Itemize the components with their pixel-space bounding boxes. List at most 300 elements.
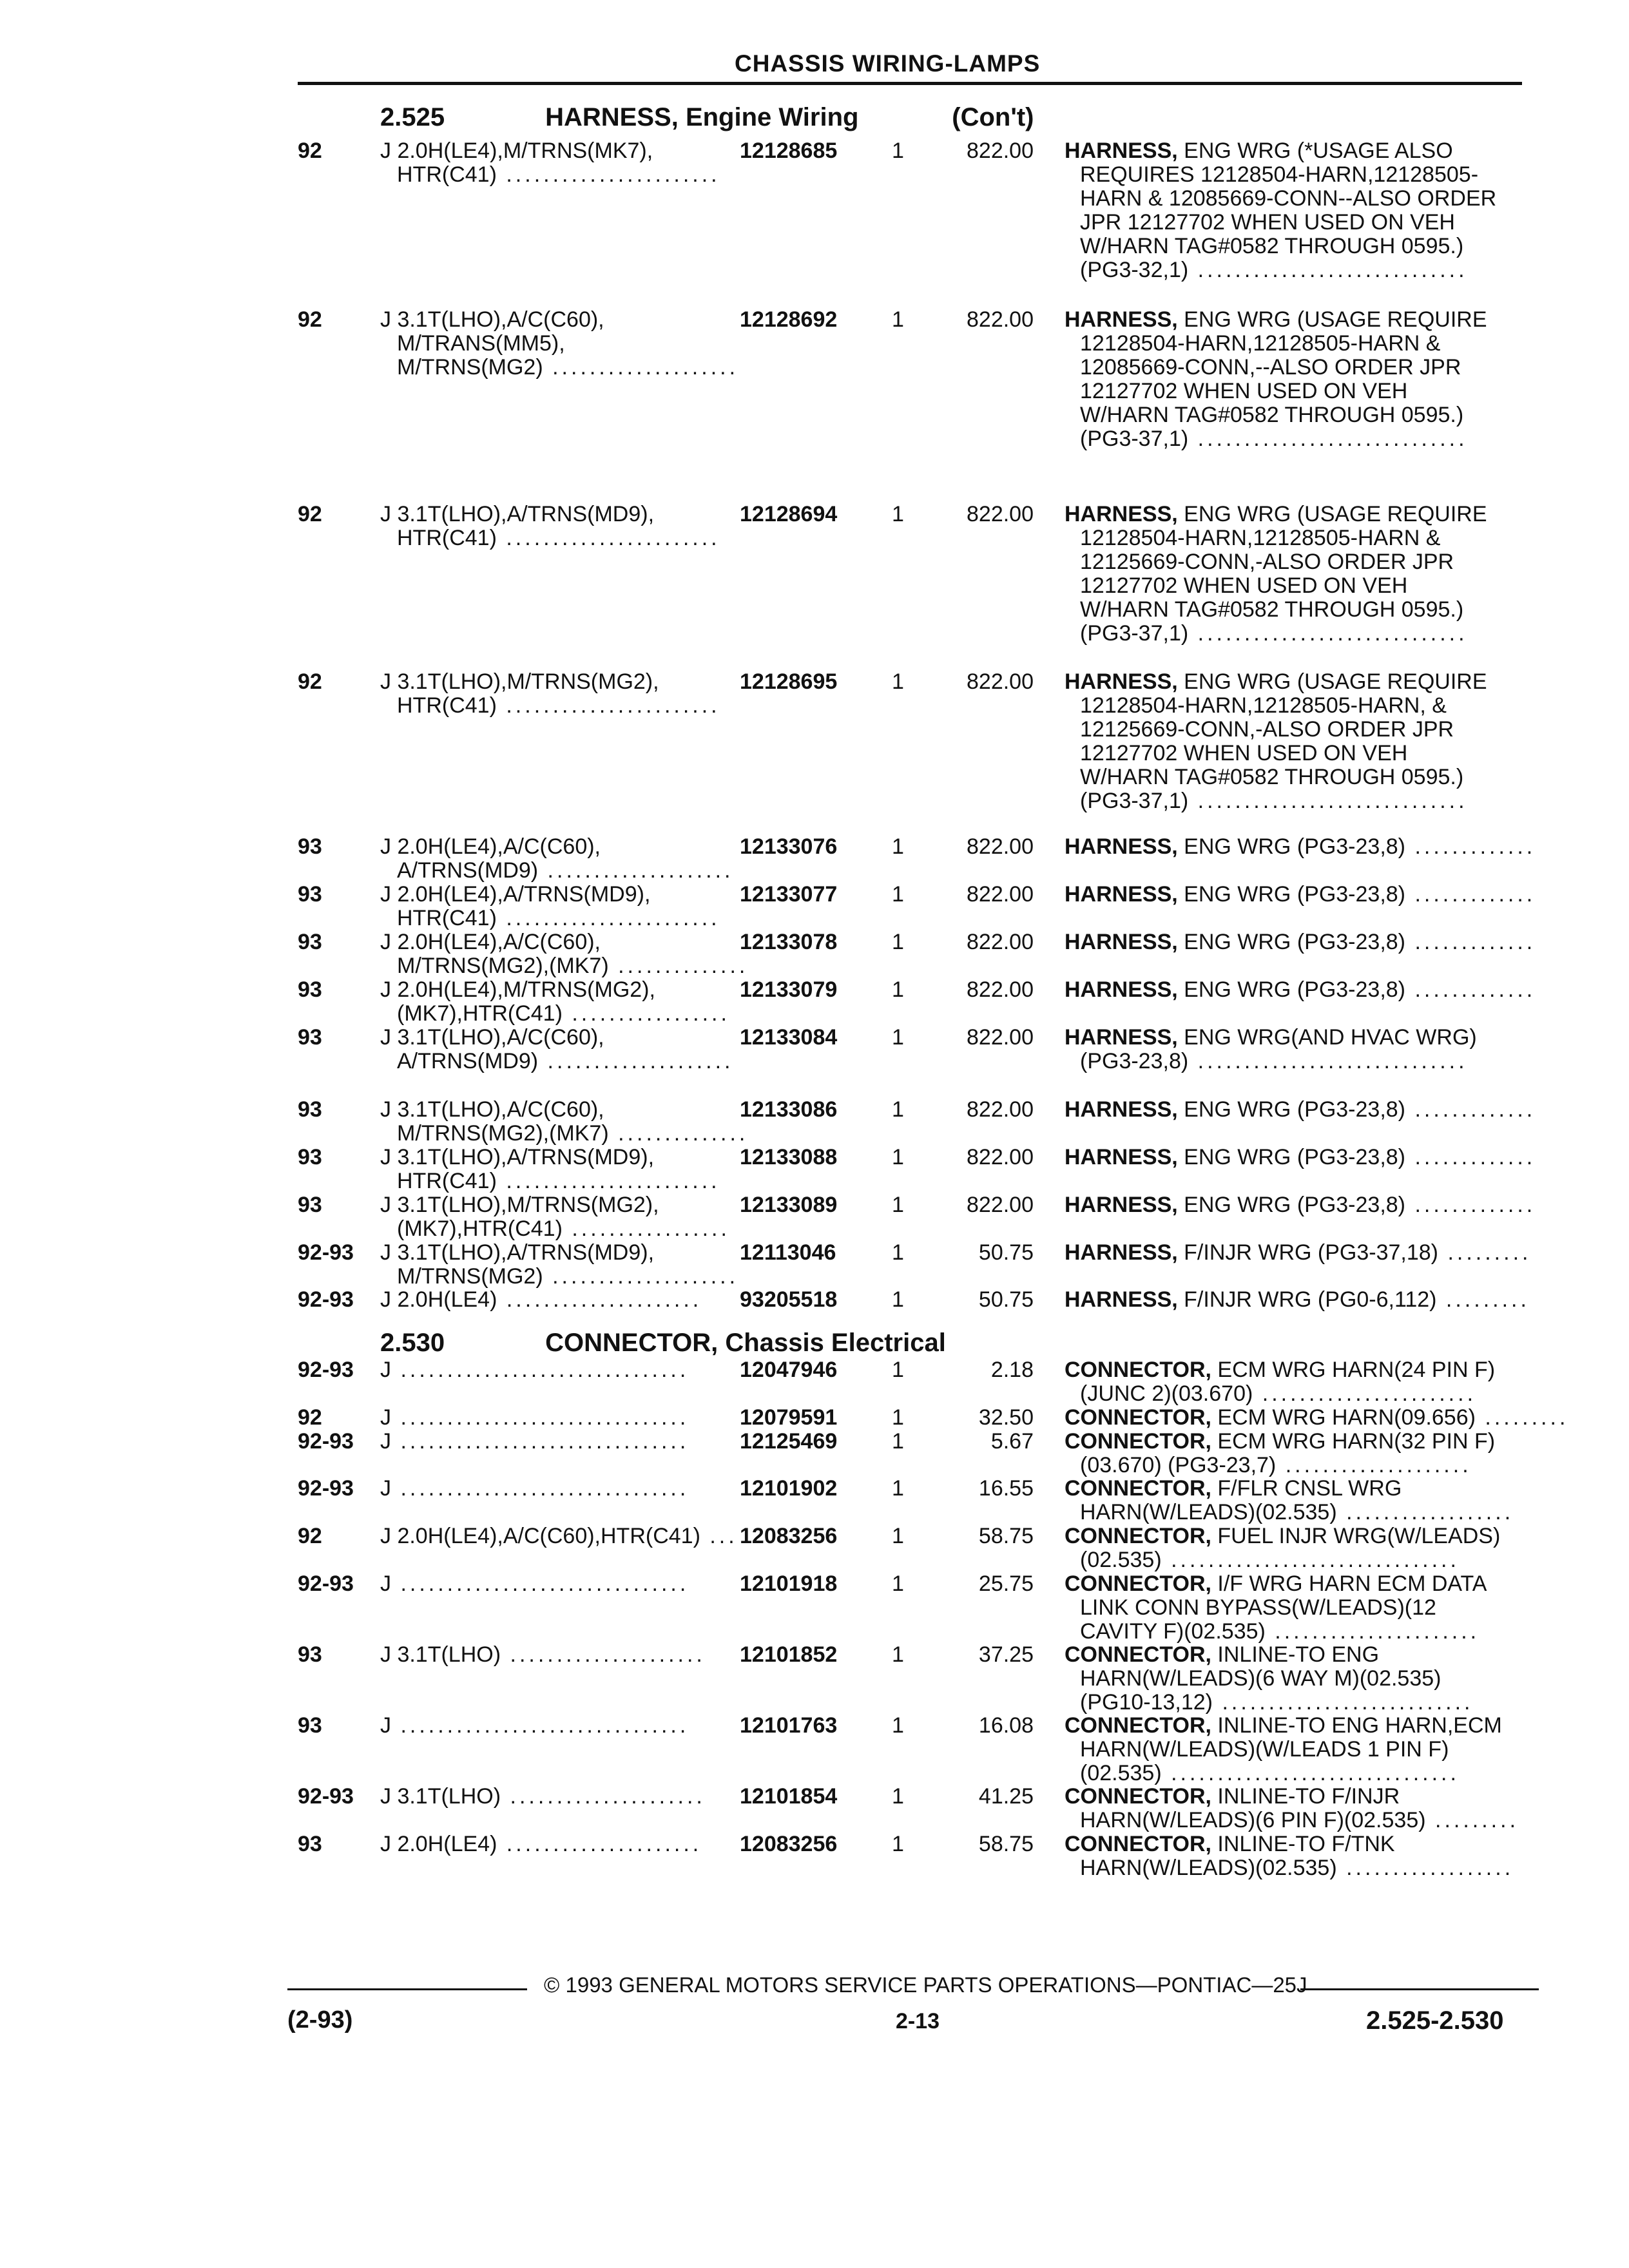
application-text: J [380,1713,391,1738]
description-line [1065,1667,1474,1691]
footer-rule-right [1300,1988,1539,1990]
part-number: 12133088 [740,1145,838,1169]
leader-dots: ..................... [501,1784,706,1809]
description-text: HARN & 12085669-CONN--ALSO ORDER [1080,186,1497,211]
part-number: 12101902 [740,1476,838,1501]
description-line [1065,930,1536,954]
application-line [380,1169,720,1193]
part-number: 12101852 [740,1642,838,1667]
application-text: J [380,1571,391,1596]
description-text: 12127702 WHEN USED ON VEH [1080,573,1408,598]
description [1065,1288,1530,1312]
part-number: 12101918 [740,1571,838,1596]
price: 822.00 [967,1145,1034,1169]
description-noun: HARNESS, [1065,669,1178,694]
quantity: 1 [892,1405,904,1430]
quantity: 1 [892,1642,904,1667]
application-text: J 2.0H(LE4) [380,1832,497,1856]
model-year: 92-93 [298,1287,354,1312]
description [1065,1832,1514,1880]
leader-dots: ............................... [391,1405,689,1430]
price: 50.75 [978,1240,1034,1265]
price: 50.75 [978,1287,1034,1312]
quantity: 1 [892,1713,904,1738]
description-text: INLINE-TO ENG HARN,ECM [1217,1713,1502,1738]
application-line [380,859,733,883]
description-text: (03.670) (PG3-23,7) [1080,1453,1277,1477]
description-text: ENG WRG (USAGE REQUIRE [1184,502,1487,526]
application [380,1430,689,1454]
description-line [1065,835,1536,859]
description-text: LINK CONN BYPASS(W/LEADS)(12 [1080,1595,1436,1620]
application-text: (MK7),HTR(C41) [397,1216,563,1241]
application [380,1098,748,1146]
description [1065,1430,1495,1477]
application-line [380,907,720,930]
description [1065,1026,1477,1073]
description-noun: HARNESS, [1065,1193,1178,1217]
model-year: 92 [298,1405,322,1430]
header-rule [298,82,1522,85]
application [380,978,730,1026]
description-text: ENG WRG (PG3-23,8) [1184,834,1405,859]
quantity: 1 [892,1287,904,1312]
application-text: J 2.0H(LE4),M/TRNS(MG2), [380,977,655,1002]
description-noun: HARNESS, [1065,1240,1178,1265]
leader-dots: ......... [1436,1287,1530,1312]
description-text: 12125669-CONN,-ALSO ORDER JPR [1080,550,1454,574]
section-number: 2.530 [380,1329,445,1357]
price: 822.00 [967,669,1034,694]
description-text: REQUIRES 12128504-HARN,12128505- [1080,162,1479,187]
leader-dots: ............................. [1188,1049,1468,1073]
application [380,308,738,380]
quantity: 1 [892,1358,904,1382]
application [380,1643,706,1667]
description-text: (PG3-32,1) [1080,258,1189,282]
description-line [1065,1714,1502,1738]
description-text: FUEL INJR WRG(W/LEADS) [1217,1524,1501,1548]
application [380,670,720,718]
quantity: 1 [892,502,904,526]
description-text: HARN(W/LEADS)(6 PIN F)(02.535) [1080,1808,1426,1832]
leader-dots: ............. [1405,1145,1536,1169]
model-year: 93 [298,834,322,859]
application-text: M/TRNS(MG2),(MK7) [397,1121,609,1146]
description-line [1065,1477,1514,1501]
leader-dots: ............................... [391,1571,689,1596]
application-line [380,1643,706,1667]
description-line [1065,1643,1474,1667]
description-line [1065,403,1487,427]
model-year: 92-93 [298,1571,354,1596]
application-text: J 3.1T(LHO) [380,1784,501,1809]
description-noun: CONNECTOR, [1065,1524,1211,1548]
leader-dots: ................. [562,1001,730,1026]
description-text: (JUNC 2)(03.670) [1080,1381,1253,1406]
model-year: 93 [298,977,322,1002]
model-year: 92-93 [298,1429,354,1454]
application-text: J [380,1476,391,1501]
description-line [1065,1596,1487,1620]
description-line [1065,1856,1514,1880]
description-line [1065,718,1487,742]
description-line [1065,1430,1495,1454]
leader-dots: .................... [538,858,734,883]
application-text: J 3.1T(LHO),A/TRNS(MD9), [380,1240,655,1265]
footer-page-number: 2-13 [896,2009,940,2033]
application-text: M/TRANS(MM5), [397,331,565,356]
model-year: 92 [298,139,322,163]
description-line [1065,1358,1495,1382]
application-line [380,1832,702,1856]
leader-dots: ..................... [497,1832,702,1856]
application-line [380,978,730,1002]
part-number: 12113046 [740,1240,836,1265]
description-line [1065,694,1487,718]
model-year: 93 [298,930,322,954]
application [380,930,748,978]
description-text: 12127702 WHEN USED ON VEH [1080,741,1408,765]
quantity: 1 [892,1097,904,1122]
description-text: INLINE-TO F/TNK [1217,1832,1395,1856]
description-noun: CONNECTOR, [1065,1476,1211,1501]
description-text: ENG WRG (PG3-23,8) [1184,882,1405,907]
leader-dots: ......... [1475,1405,1569,1430]
quantity: 1 [892,930,904,954]
application-line [380,1430,689,1454]
leader-dots: ............. [1405,930,1536,954]
description-noun: CONNECTOR, [1065,1713,1211,1738]
application-text: A/TRNS(MD9) [397,858,539,883]
application [380,883,720,930]
description-text: 12085669-CONN,--ALSO ORDER JPR [1080,355,1461,380]
application-line [380,1288,702,1312]
application-text: J 3.1T(LHO),M/TRNS(MG2), [380,669,659,694]
part-number: 12128695 [740,669,838,694]
quantity: 1 [892,139,904,163]
description-text: (PG3-37,1) [1080,789,1189,813]
leader-dots: ....................... [496,526,720,550]
leader-dots: ....................... [1253,1381,1477,1406]
description-line [1065,332,1487,356]
leader-dots: ....................... [496,162,720,187]
description-line [1065,356,1487,380]
application-line [380,356,738,380]
model-year: 92 [298,1524,322,1548]
application-line [380,1026,733,1050]
description-text: 12128504-HARN,12128505-HARN & [1080,331,1441,356]
description [1065,883,1536,907]
description-text: (PG3-37,1) [1080,427,1189,451]
model-year: 93 [298,1145,322,1169]
description-text: W/HARN TAG#0582 THROUGH 0595.) [1080,765,1464,789]
application-line [380,930,748,954]
application-text: J 3.1T(LHO),A/C(C60), [380,307,604,332]
model-year: 93 [298,1025,322,1050]
leader-dots: ....................... [496,906,720,930]
price: 58.75 [978,1524,1034,1548]
description [1065,308,1487,451]
application [380,835,733,883]
application-text: A/TRNS(MD9) [397,1049,539,1073]
description-line [1065,550,1487,574]
description-line [1065,1620,1487,1644]
application-text: M/TRNS(MG2) [397,355,543,380]
application-line [380,139,720,163]
section-number: 2.525 [380,103,445,131]
leader-dots: ............. [1405,834,1536,859]
model-year: 93 [298,1193,322,1217]
model-year: 92 [298,669,322,694]
application-line [380,883,720,907]
application-line [380,835,733,859]
application-text: J [380,1405,391,1430]
part-number: 12133089 [740,1193,838,1217]
model-year: 92-93 [298,1784,354,1809]
price: 16.55 [978,1476,1034,1501]
section-title: HARNESS, Engine Wiring [545,103,859,131]
leader-dots: .................. [1336,1500,1514,1524]
quantity: 1 [892,834,904,859]
application-text: J [380,1429,391,1454]
section-title: CONNECTOR, Chassis Electrical [545,1329,946,1357]
description-noun: HARNESS, [1065,1097,1178,1122]
quantity: 1 [892,1524,904,1548]
description-text: W/HARN TAG#0582 THROUGH 0595.) [1080,597,1464,622]
description-noun: HARNESS, [1065,930,1178,954]
price: 822.00 [967,834,1034,859]
leader-dots: ............. [1405,977,1536,1002]
application-line [380,332,738,356]
application-line [380,1714,689,1738]
price: 822.00 [967,307,1034,332]
part-number: 12133076 [740,834,838,859]
description [1065,1241,1531,1265]
leader-dots: ............. [1405,1097,1536,1122]
description-line [1065,1193,1536,1217]
application-text: J 3.1T(LHO),M/TRNS(MG2), [380,1193,659,1217]
application-line [380,670,720,694]
description-text: ENG WRG(AND HVAC WRG) [1184,1025,1477,1050]
description [1065,1193,1536,1217]
description-text: 12127702 WHEN USED ON VEH [1080,379,1408,403]
part-number: 12128685 [740,139,838,163]
description-line [1065,574,1487,598]
application-line [380,1193,730,1217]
leader-dots: ............................... [391,1429,689,1454]
model-year: 92-93 [298,1358,354,1382]
application [380,1358,689,1382]
application-line [380,1406,689,1430]
description-text: HARN(W/LEADS)(02.535) [1080,1856,1337,1880]
description [1065,1643,1474,1715]
description-text: W/HARN TAG#0582 THROUGH 0595.) [1080,234,1464,258]
application-text: HTR(C41) [397,162,497,187]
application-line [380,163,720,187]
part-number: 12128694 [740,502,838,526]
description [1065,1714,1502,1785]
quantity: 1 [892,1429,904,1454]
leader-dots: ...................... [1265,1619,1480,1644]
model-year: 92-93 [298,1476,354,1501]
part-number: 12133084 [740,1025,838,1050]
description-line [1065,1572,1487,1596]
application-text: J 3.1T(LHO),A/C(C60), [380,1097,604,1122]
description-text: F/INJR WRG (PG3-37,18) [1184,1240,1438,1265]
price: 822.00 [967,1193,1034,1217]
leader-dots: ............................. [1188,427,1468,451]
description-line [1065,1454,1495,1477]
application [380,1832,702,1856]
price: 822.00 [967,139,1034,163]
price: 822.00 [967,502,1034,526]
footer-copyright: © 1993 GENERAL MOTORS SERVICE PARTS OPERATIONS—PONTIAC—25J [544,1973,1307,1997]
application [380,1785,706,1809]
description-noun: CONNECTOR, [1065,1571,1211,1596]
description-text: ECM WRG HARN(09.656) [1217,1405,1476,1430]
description-line [1065,187,1496,211]
quantity: 1 [892,307,904,332]
description-text: 12125669-CONN,-ALSO ORDER JPR [1080,717,1454,742]
price: 41.25 [978,1784,1034,1809]
description-noun: CONNECTOR, [1065,1405,1211,1430]
quantity: 1 [892,1145,904,1169]
description-line [1065,1146,1536,1169]
description-text: ENG WRG (USAGE REQUIRE [1184,669,1487,694]
description-line [1065,211,1496,235]
quantity: 1 [892,1571,904,1596]
description-text: I/F WRG HARN ECM DATA [1217,1571,1487,1596]
model-year: 92 [298,307,322,332]
description-line [1065,978,1536,1002]
model-year: 92-93 [298,1240,354,1265]
leader-dots: ............................. [1188,258,1468,282]
application-line [380,1098,748,1122]
description-line [1065,1548,1500,1572]
application [380,1477,689,1501]
description-line [1065,1382,1495,1406]
description-line [1065,427,1487,451]
description [1065,1785,1519,1832]
model-year: 93 [298,882,322,907]
leader-dots: ............................... [391,1358,689,1382]
description-line [1065,622,1487,646]
application-text: J 2.0H(LE4),A/C(C60), [380,834,601,859]
description-text: HARN(W/LEADS)(6 WAY M)(02.535) [1080,1666,1441,1691]
description-noun: CONNECTOR, [1065,1784,1211,1809]
application-text: J 3.1T(LHO),A/TRNS(MD9), [380,1145,655,1169]
description-line [1065,380,1487,403]
part-number: 12133079 [740,977,838,1002]
description-line [1065,765,1487,789]
description-text: F/FLR CNSL WRG [1217,1476,1402,1501]
application-line [380,954,748,978]
description-noun: HARNESS, [1065,139,1178,163]
description-line [1065,308,1487,332]
application-line [380,1217,730,1241]
description-noun: HARNESS, [1065,307,1178,332]
application-line [380,1050,733,1073]
description [1065,1146,1536,1169]
part-number: 12079591 [740,1405,838,1430]
leader-dots: ............................... [1161,1548,1460,1572]
model-year: 93 [298,1832,322,1856]
application-text: J 2.0H(LE4) [380,1287,497,1312]
price: 32.50 [978,1405,1034,1430]
application [380,1146,720,1193]
part-number: 12083256 [740,1832,838,1856]
application-text: HTR(C41) [397,693,497,718]
price: 2.18 [990,1358,1034,1382]
description-line [1065,1098,1536,1122]
quantity: 1 [892,1025,904,1050]
description-noun: HARNESS, [1065,977,1178,1002]
description-line [1065,1406,1568,1430]
description-text: W/HARN TAG#0582 THROUGH 0595.) [1080,403,1464,427]
leader-dots: ....................... [496,1169,720,1193]
application-line [380,1241,738,1265]
quantity: 1 [892,1193,904,1217]
leader-dots: ............................. [1188,621,1468,646]
price: 37.25 [978,1642,1034,1667]
quantity: 1 [892,1476,904,1501]
description-text: ENG WRG (PG3-23,8) [1184,1145,1405,1169]
application [380,1572,689,1596]
description-text: ECM WRG HARN(32 PIN F) [1217,1429,1496,1454]
description-text: HARN(W/LEADS)(W/LEADS 1 PIN F) [1080,1737,1449,1762]
application [380,503,720,550]
application [380,1241,738,1289]
leader-dots: .................. [1336,1856,1514,1880]
description [1065,503,1487,646]
description-text: ENG WRG (PG3-23,8) [1184,977,1405,1002]
description-line [1065,503,1487,526]
leader-dots: ............. [1405,1193,1536,1217]
description-line [1065,1832,1514,1856]
application-line [380,1146,720,1169]
application-line [380,1358,689,1382]
description-line [1065,1241,1531,1265]
price: 822.00 [967,1097,1034,1122]
description [1065,1406,1568,1430]
description-line [1065,598,1487,622]
description-noun: HARNESS, [1065,834,1178,859]
model-year: 93 [298,1713,322,1738]
description-text: ENG WRG (PG3-23,8) [1184,930,1405,954]
description-line [1065,1501,1514,1524]
description-line [1065,258,1496,282]
application-text: J 2.0H(LE4),A/TRNS(MD9), [380,882,651,907]
application-text: J 3.1T(LHO) [380,1642,501,1667]
leader-dots: ......... [1438,1240,1532,1265]
description-noun: CONNECTOR, [1065,1429,1211,1454]
leader-dots: .................... [1276,1453,1472,1477]
description-line [1065,1785,1519,1809]
footer-date-code: (2-93) [287,2006,353,2033]
description [1065,139,1496,282]
application-line [380,1572,689,1596]
application-line [380,1785,706,1809]
footer-section-range: 2.525-2.530 [1366,2006,1504,2035]
footer-rule-left [287,1988,527,1990]
quantity: 1 [892,977,904,1002]
leader-dots: ........................... [1213,1690,1474,1715]
application-text: J 2.0H(LE4),A/C(C60), [380,930,601,954]
price: 822.00 [967,1025,1034,1050]
price: 822.00 [967,977,1034,1002]
description-text: CAVITY F)(02.535) [1080,1619,1266,1644]
